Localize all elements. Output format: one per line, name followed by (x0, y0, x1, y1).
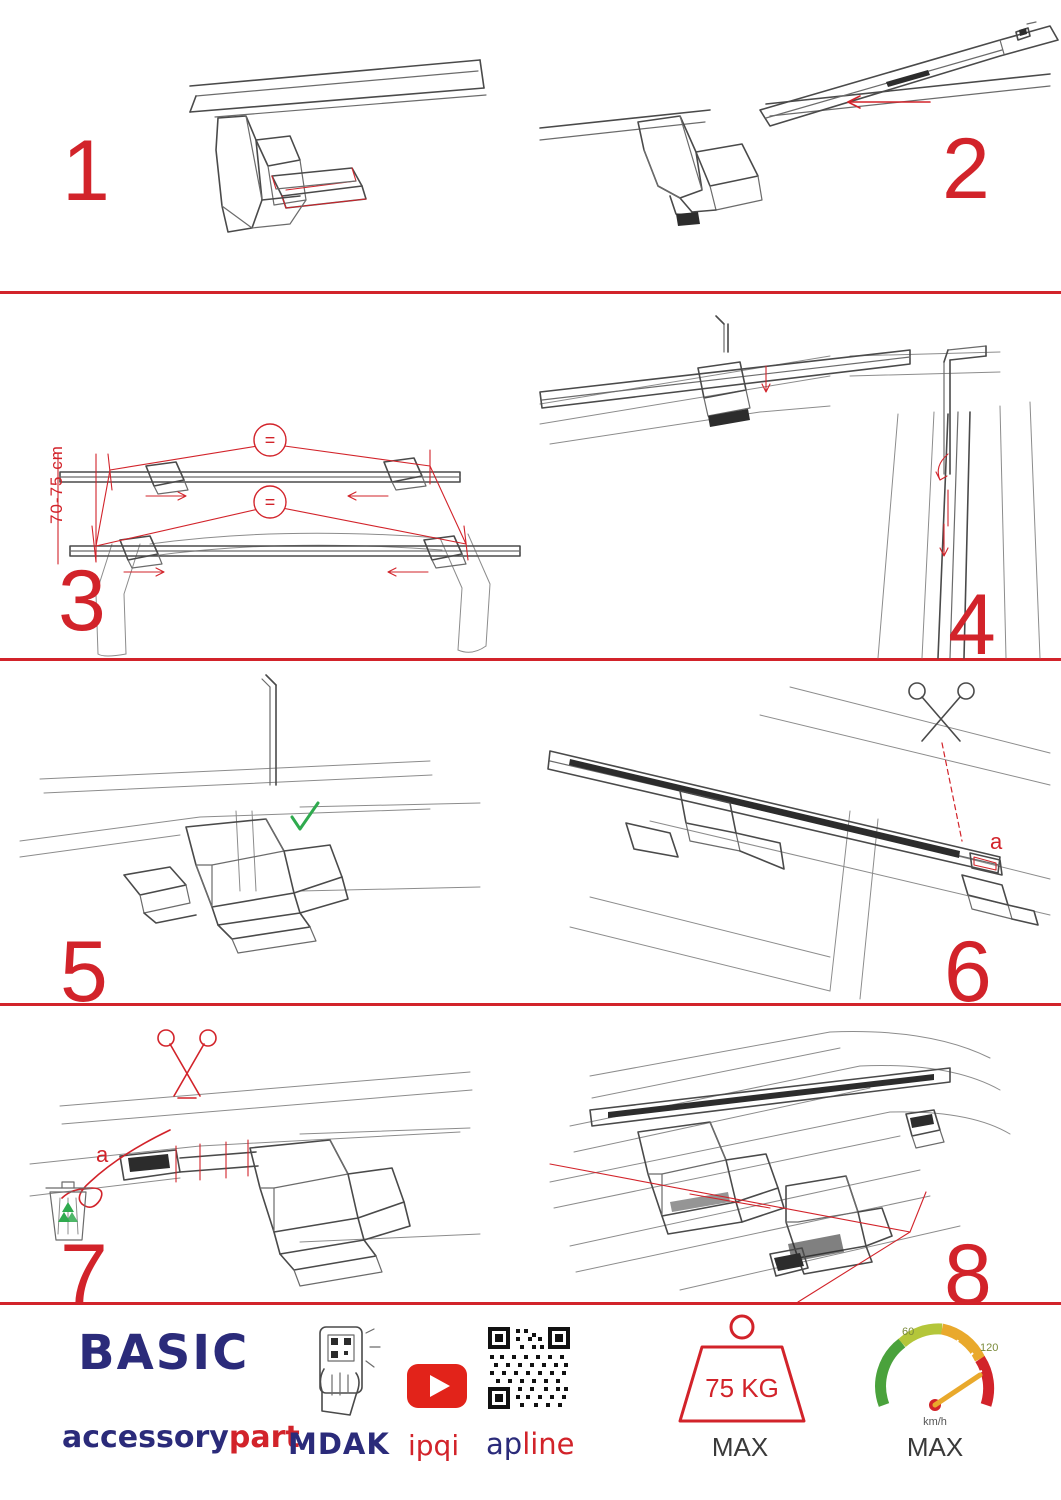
equal-mark-1: = (264, 430, 276, 450)
partner-apline-label (486, 1427, 575, 1461)
step-8-number: 8 (944, 1227, 992, 1323)
brand-part-text: part (228, 1420, 300, 1455)
step-1-panel (0, 0, 530, 291)
step-7-number: 7 (60, 1227, 108, 1323)
partner-line-text: line (522, 1427, 575, 1461)
step-2-number: 2 (942, 121, 990, 217)
part-label-a: a (96, 1142, 109, 1167)
speed-unit: km/h (923, 1416, 947, 1428)
weight-max-label: MAX (711, 1432, 769, 1462)
partner-ipqi-label: ipqi (408, 1429, 460, 1462)
step-4-panel (530, 294, 1061, 673)
speed-tick-60: 60 (902, 1326, 915, 1338)
step-5-number: 5 (60, 924, 108, 1020)
qr-scan-hand-icon (300, 1323, 390, 1423)
brand-accessorypart (62, 1420, 300, 1455)
partner-ap-text: ap (486, 1427, 523, 1461)
scissors-icon (909, 683, 974, 741)
speed-max-label: MAX (906, 1432, 964, 1462)
step-3-number: 3 (58, 553, 106, 649)
step-6-panel (530, 661, 1061, 1020)
step-5-panel (0, 661, 530, 1020)
equal-mark-2: = (264, 492, 276, 512)
qr-code-icon (486, 1325, 572, 1411)
step-8-panel (530, 1006, 1061, 1323)
scissors-icon (158, 1030, 216, 1098)
step-1-number: 1 (62, 123, 110, 219)
step-7-panel (0, 1006, 530, 1323)
youtube-icon[interactable] (406, 1363, 468, 1409)
step-4-number: 4 (948, 577, 996, 673)
speedometer-icon (868, 1313, 1003, 1431)
footer (0, 1305, 1061, 1500)
weight-value: 75 KG (705, 1373, 779, 1403)
weight-icon (672, 1313, 812, 1431)
partner-mdak-label: MDAK (288, 1427, 390, 1461)
step-3-panel (0, 294, 530, 658)
brand-basic: BASIC (78, 1325, 250, 1381)
step-6-number: 6 (944, 924, 992, 1020)
step-2-panel (530, 0, 1061, 291)
speed-tick-120: 120 (980, 1342, 999, 1354)
brand-accessory-text: accessory (62, 1420, 229, 1455)
part-label-a: a (990, 829, 1003, 854)
dimension-label: 70-75 cm (47, 445, 66, 524)
